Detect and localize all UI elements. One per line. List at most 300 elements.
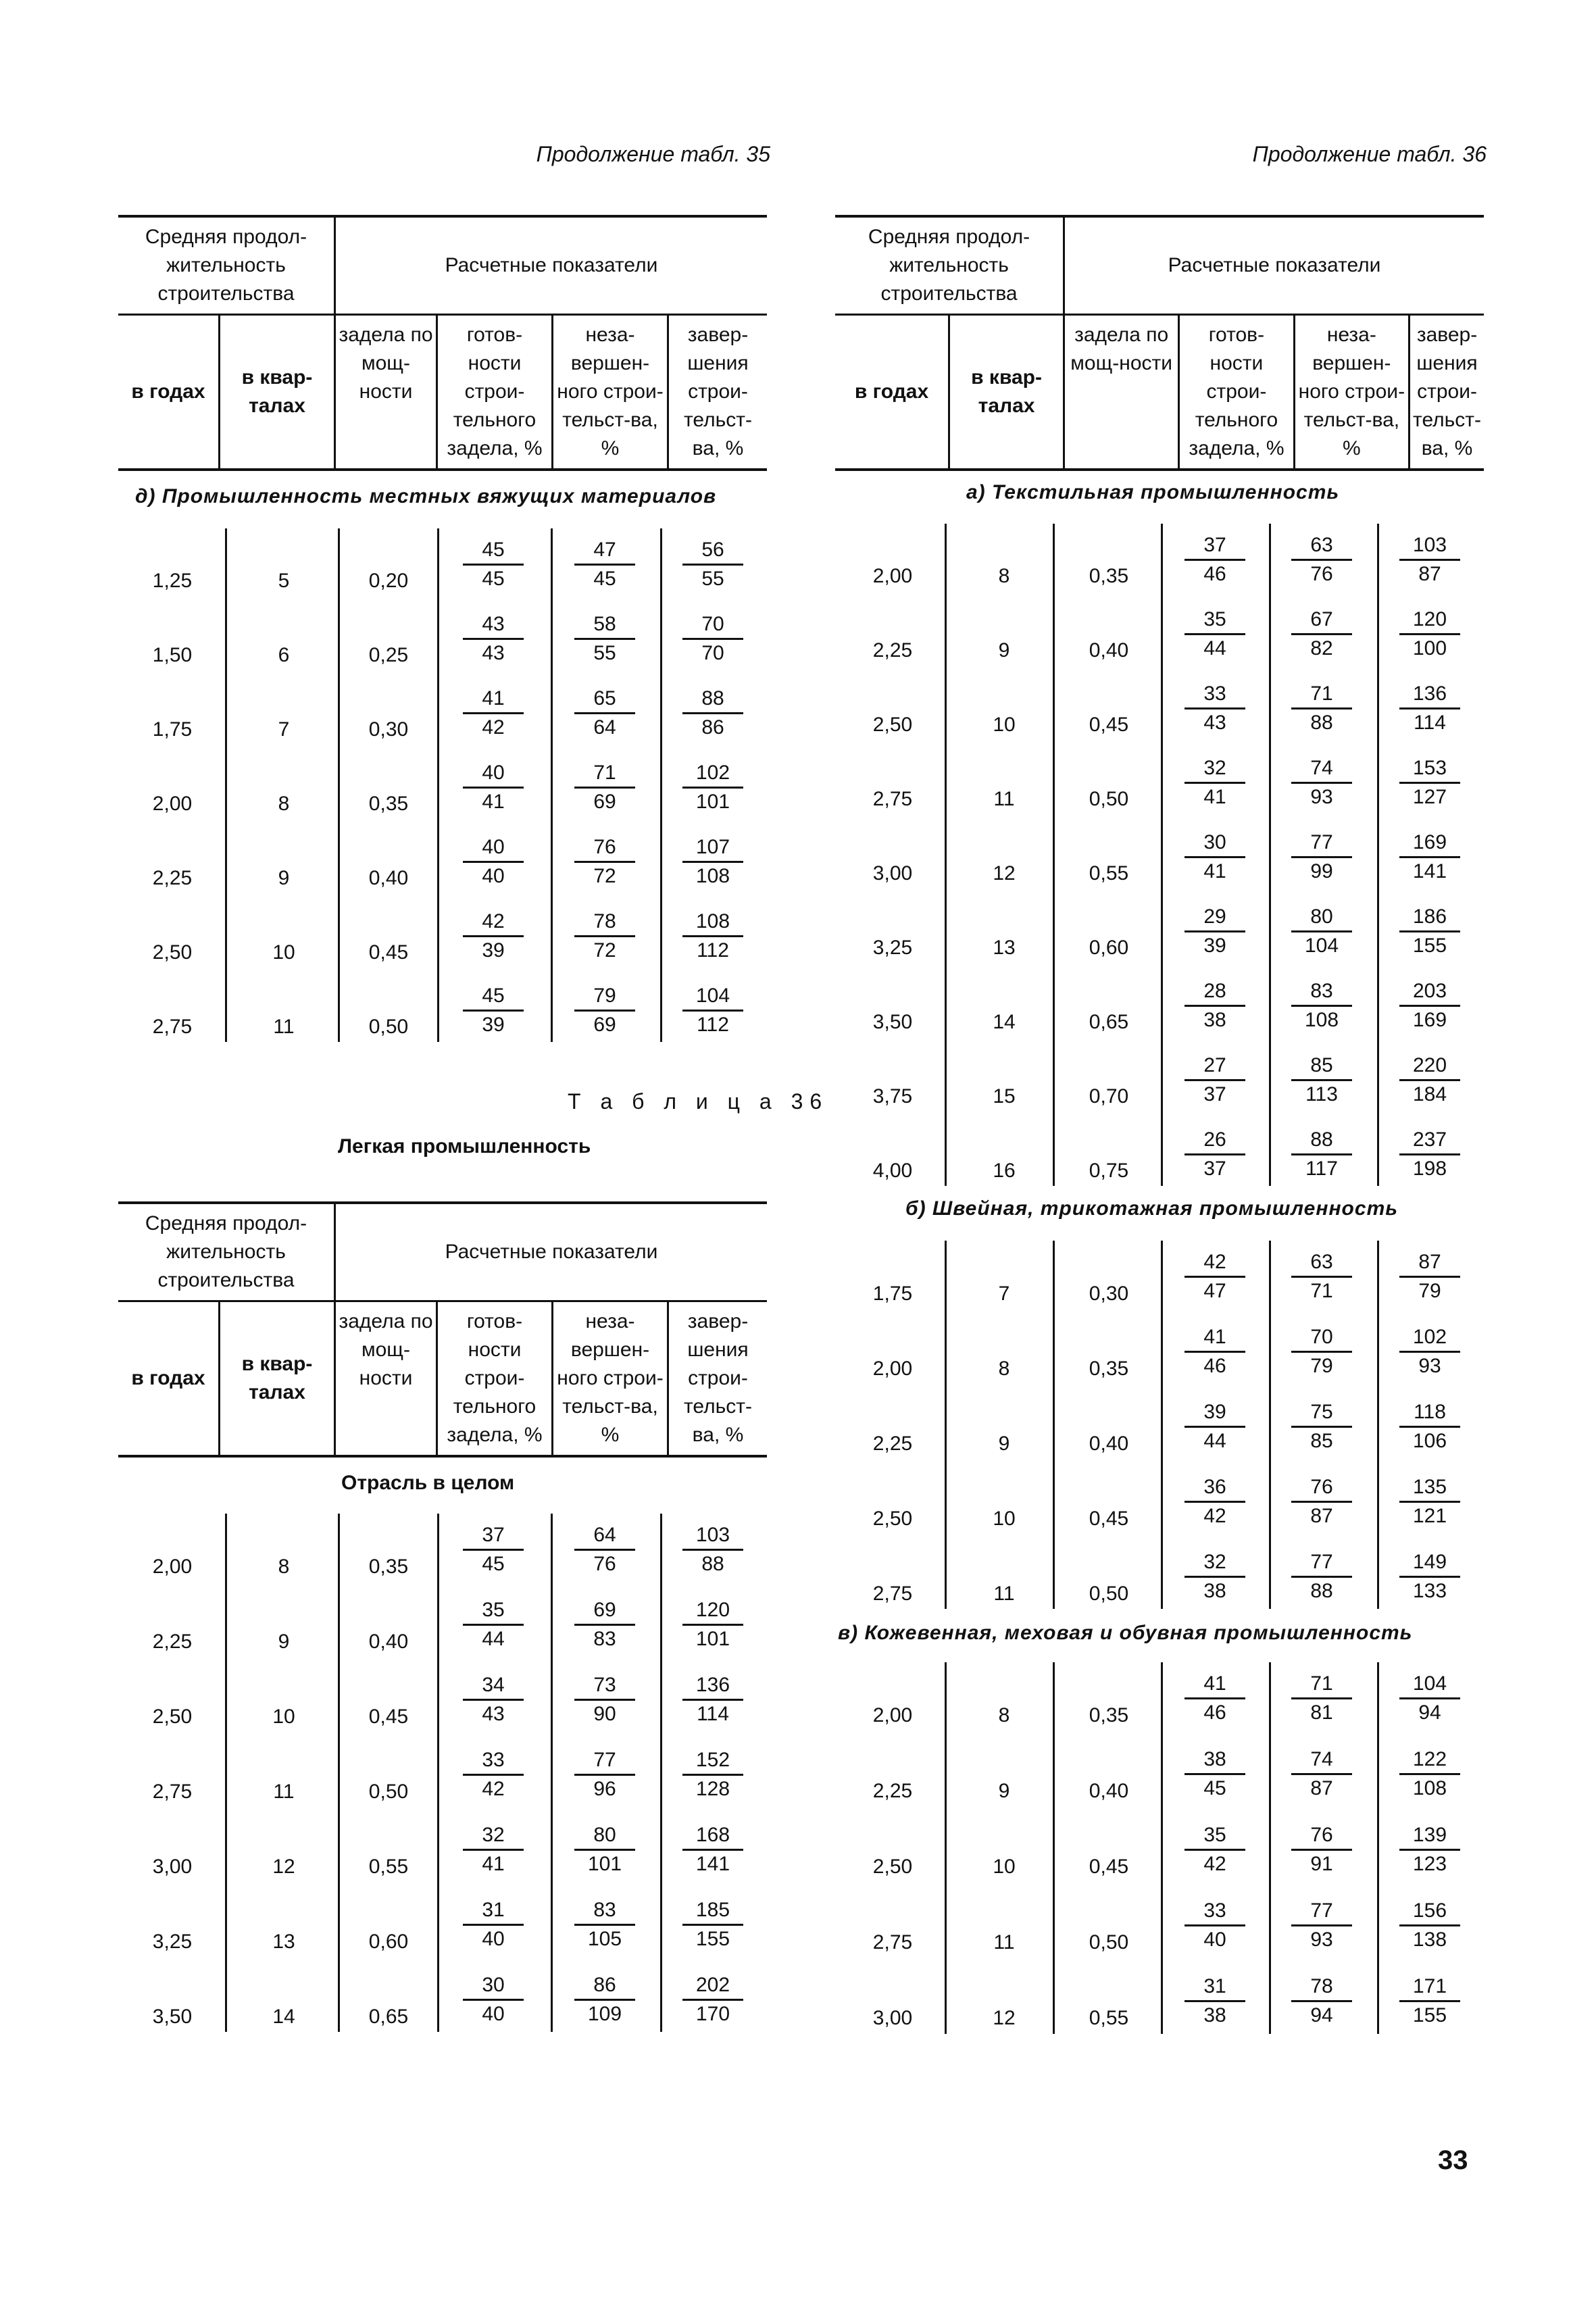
fraction-numerator: 45 bbox=[463, 982, 524, 1012]
fraction-denominator: 40 bbox=[482, 865, 505, 887]
fraction-numerator: 31 bbox=[1184, 1973, 1245, 2002]
fraction-denominator: 133 bbox=[1412, 1580, 1447, 1602]
completion-fraction bbox=[1399, 680, 1460, 737]
quarters-cell: 9 bbox=[998, 1780, 1010, 1802]
quarters-cell: 10 bbox=[993, 1507, 1016, 1530]
readiness-header: готов-ности строи-тельного задела, % bbox=[437, 1301, 553, 1457]
fraction-denominator: 94 bbox=[1418, 1701, 1441, 1724]
quarters-cell: 9 bbox=[998, 639, 1010, 662]
fraction-denominator: 91 bbox=[1310, 1853, 1333, 1875]
unfinished-fraction bbox=[574, 685, 635, 741]
fraction-denominator: 83 bbox=[593, 1628, 616, 1650]
completion-header: завер-шения строи-тельст-ва, % bbox=[1410, 315, 1484, 470]
rows-left-bottom bbox=[118, 1514, 767, 2027]
table-row bbox=[835, 1738, 1484, 1814]
years-cell: 2,00 bbox=[872, 1357, 913, 1380]
fraction-numerator: 78 bbox=[1291, 1973, 1352, 2002]
completion-fraction bbox=[1399, 1052, 1460, 1108]
capacity-cell: 0,45 bbox=[1089, 714, 1129, 736]
fraction-denominator: 141 bbox=[695, 1853, 730, 1875]
capacity-cell: 0,50 bbox=[1089, 1582, 1129, 1605]
fraction-denominator: 155 bbox=[1412, 2004, 1447, 2026]
unfinished-fraction bbox=[1291, 532, 1352, 588]
fraction-denominator: 198 bbox=[1412, 1158, 1447, 1180]
capacity-cell: 0,65 bbox=[1089, 1011, 1129, 1033]
fraction-denominator: 38 bbox=[1203, 2004, 1226, 2026]
years-header: в годах bbox=[835, 315, 949, 470]
completion-fraction bbox=[1399, 829, 1460, 885]
completion-fraction bbox=[682, 1972, 743, 2028]
fraction-denominator: 155 bbox=[695, 1928, 730, 1950]
completion-fraction bbox=[682, 908, 743, 964]
fraction-numerator: 33 bbox=[1184, 680, 1245, 710]
unfinished-fraction bbox=[1291, 1973, 1352, 2029]
fraction-denominator: 88 bbox=[1310, 712, 1333, 734]
fraction-denominator: 46 bbox=[1203, 1701, 1226, 1724]
section-left-bottom: Отрасль в целом bbox=[341, 1472, 515, 1494]
readiness-fraction bbox=[463, 760, 524, 816]
readiness-fraction bbox=[1184, 1399, 1245, 1455]
unfinished-fraction bbox=[574, 1972, 635, 2028]
fraction-denominator: 41 bbox=[482, 791, 505, 813]
fraction-denominator: 93 bbox=[1310, 786, 1333, 808]
readiness-fraction bbox=[1184, 1549, 1245, 1605]
unfinished-fraction bbox=[1291, 1249, 1352, 1305]
fraction-numerator: 43 bbox=[463, 611, 524, 640]
caption-left: Продолжение табл. 35 bbox=[536, 142, 770, 166]
quarters-cell: 12 bbox=[272, 1855, 295, 1878]
fraction-numerator: 65 bbox=[574, 685, 635, 714]
table-row bbox=[835, 1889, 1484, 1965]
fraction-denominator: 82 bbox=[1310, 637, 1333, 659]
fraction-numerator: 76 bbox=[1291, 1474, 1352, 1503]
fraction-denominator: 46 bbox=[1203, 563, 1226, 585]
fraction-denominator: 44 bbox=[1203, 1430, 1226, 1452]
table-row bbox=[118, 603, 767, 677]
readiness-fraction bbox=[1184, 1670, 1245, 1726]
unfinished-fraction bbox=[574, 1897, 635, 1953]
table-row bbox=[835, 1118, 1484, 1193]
fraction-denominator: 88 bbox=[1310, 1580, 1333, 1602]
fraction-denominator: 101 bbox=[587, 1853, 622, 1875]
years-cell: 2,75 bbox=[152, 1780, 193, 1803]
page-number: 33 bbox=[1438, 2145, 1468, 2175]
unfinished-fraction bbox=[574, 1672, 635, 1728]
section-right-c: в) Кожевенная, меховая и обувная промышленность bbox=[838, 1622, 1413, 1644]
fraction-denominator: 39 bbox=[482, 939, 505, 962]
table-header-left-bottom bbox=[118, 1201, 767, 1458]
fraction-numerator: 168 bbox=[682, 1822, 743, 1851]
table-row bbox=[835, 1541, 1484, 1616]
unfinished-fraction bbox=[574, 611, 635, 667]
years-cell: 2,50 bbox=[872, 714, 913, 736]
unfinished-fraction bbox=[1291, 1670, 1352, 1726]
indicators-header: Расчетные показатели bbox=[335, 216, 768, 315]
quarters-cell: 11 bbox=[993, 788, 1015, 810]
fraction-denominator: 138 bbox=[1412, 1928, 1447, 1951]
capacity-cell: 0,50 bbox=[368, 1016, 409, 1038]
table-row bbox=[835, 970, 1484, 1044]
fraction-numerator: 87 bbox=[1399, 1249, 1460, 1278]
fraction-denominator: 45 bbox=[1203, 1777, 1226, 1799]
table-row bbox=[118, 1964, 767, 2039]
readiness-fraction bbox=[463, 982, 524, 1039]
fraction-numerator: 88 bbox=[1291, 1126, 1352, 1155]
fraction-denominator: 81 bbox=[1310, 1701, 1333, 1724]
capacity-header: задела по мощ-ности bbox=[1064, 315, 1179, 470]
fraction-numerator: 120 bbox=[1399, 606, 1460, 635]
fraction-numerator: 35 bbox=[1184, 1822, 1245, 1851]
quarters-cell: 10 bbox=[272, 1705, 295, 1728]
readiness-fraction bbox=[463, 1522, 524, 1578]
capacity-cell: 0,55 bbox=[368, 1855, 409, 1878]
completion-fraction bbox=[682, 1897, 743, 1953]
fraction-numerator: 135 bbox=[1399, 1474, 1460, 1503]
fraction-denominator: 72 bbox=[593, 939, 616, 962]
table-row bbox=[835, 598, 1484, 672]
fraction-denominator: 99 bbox=[1310, 860, 1333, 882]
capacity-cell: 0,40 bbox=[1089, 1780, 1129, 1802]
unfinished-fraction bbox=[1291, 1822, 1352, 1878]
capacity-cell: 0,30 bbox=[368, 718, 409, 741]
completion-header: завер-шения строи-тельст-ва, % bbox=[668, 1301, 768, 1457]
readiness-fraction bbox=[1184, 532, 1245, 588]
table-header-right bbox=[835, 215, 1484, 471]
table-row bbox=[835, 1466, 1484, 1541]
capacity-cell: 0,35 bbox=[368, 793, 409, 815]
fraction-denominator: 42 bbox=[482, 1778, 505, 1800]
caption-right: Продолжение табл. 36 bbox=[1252, 142, 1487, 166]
quarters-cell: 12 bbox=[993, 862, 1016, 885]
fraction-denominator: 123 bbox=[1412, 1853, 1447, 1875]
fraction-numerator: 77 bbox=[1291, 1897, 1352, 1926]
fraction-numerator: 203 bbox=[1399, 978, 1460, 1007]
fraction-numerator: 107 bbox=[682, 834, 743, 863]
table-row bbox=[835, 1316, 1484, 1391]
completion-fraction bbox=[1399, 1126, 1460, 1183]
unfinished-fraction bbox=[1291, 1474, 1352, 1530]
fraction-denominator: 45 bbox=[482, 1553, 505, 1575]
fraction-denominator: 76 bbox=[593, 1553, 616, 1575]
fraction-numerator: 103 bbox=[1399, 532, 1460, 561]
fraction-denominator: 45 bbox=[482, 568, 505, 590]
quarters-header: в квар-талах bbox=[220, 315, 335, 470]
fraction-numerator: 67 bbox=[1291, 606, 1352, 635]
fraction-denominator: 109 bbox=[587, 2003, 622, 2025]
readiness-fraction bbox=[1184, 1973, 1245, 2029]
table-row bbox=[835, 1965, 1484, 2041]
fraction-numerator: 37 bbox=[1184, 532, 1245, 561]
fraction-denominator: 37 bbox=[1203, 1158, 1226, 1180]
quarters-cell: 8 bbox=[278, 1555, 290, 1578]
unfinished-fraction bbox=[574, 1822, 635, 1878]
fraction-numerator: 26 bbox=[1184, 1126, 1245, 1155]
years-cell: 1,25 bbox=[152, 570, 193, 592]
fraction-numerator: 152 bbox=[682, 1747, 743, 1776]
fraction-numerator: 28 bbox=[1184, 978, 1245, 1007]
fraction-numerator: 73 bbox=[574, 1672, 635, 1701]
fraction-denominator: 39 bbox=[482, 1014, 505, 1036]
fraction-numerator: 39 bbox=[1184, 1399, 1245, 1428]
readiness-fraction bbox=[1184, 606, 1245, 662]
rows-right-a bbox=[835, 524, 1484, 1199]
fraction-denominator: 170 bbox=[695, 2003, 730, 2025]
readiness-fraction bbox=[463, 1897, 524, 1953]
fraction-denominator: 101 bbox=[695, 791, 730, 813]
capacity-cell: 0,60 bbox=[368, 1930, 409, 1953]
fraction-denominator: 42 bbox=[1203, 1853, 1226, 1875]
fraction-denominator: 113 bbox=[1305, 1083, 1338, 1105]
table-row bbox=[835, 1391, 1484, 1466]
completion-fraction bbox=[1399, 1746, 1460, 1802]
completion-fraction bbox=[1399, 1897, 1460, 1953]
years-cell: 3,50 bbox=[872, 1011, 913, 1033]
fraction-numerator: 88 bbox=[682, 685, 743, 714]
fraction-numerator: 139 bbox=[1399, 1822, 1460, 1851]
fraction-numerator: 27 bbox=[1184, 1052, 1245, 1081]
capacity-cell: 0,60 bbox=[1089, 937, 1129, 959]
fraction-numerator: 33 bbox=[463, 1747, 524, 1776]
fraction-numerator: 76 bbox=[1291, 1822, 1352, 1851]
unfinished-header: неза-вершен-ного строи-тельст-ва, % bbox=[553, 1301, 668, 1457]
unfinished-fraction bbox=[1291, 903, 1352, 960]
quarters-cell: 15 bbox=[993, 1085, 1016, 1107]
fraction-numerator: 41 bbox=[1184, 1324, 1245, 1353]
fraction-numerator: 77 bbox=[574, 1747, 635, 1776]
table-row bbox=[835, 747, 1484, 821]
quarters-cell: 9 bbox=[998, 1432, 1010, 1455]
completion-fraction bbox=[682, 611, 743, 667]
fraction-numerator: 153 bbox=[1399, 755, 1460, 784]
quarters-cell: 5 bbox=[278, 570, 290, 592]
fraction-denominator: 79 bbox=[1418, 1280, 1441, 1302]
capacity-cell: 0,70 bbox=[1089, 1085, 1129, 1107]
capacity-cell: 0,35 bbox=[1089, 1704, 1129, 1726]
fraction-numerator: 58 bbox=[574, 611, 635, 640]
quarters-cell: 10 bbox=[993, 714, 1016, 736]
fraction-denominator: 43 bbox=[482, 642, 505, 664]
completion-fraction bbox=[682, 1747, 743, 1803]
fraction-numerator: 77 bbox=[1291, 829, 1352, 858]
unfinished-fraction bbox=[1291, 829, 1352, 885]
capacity-cell: 0,35 bbox=[1089, 565, 1129, 587]
fraction-numerator: 75 bbox=[1291, 1399, 1352, 1428]
capacity-cell: 0,40 bbox=[1089, 639, 1129, 662]
years-cell: 3,00 bbox=[872, 2007, 913, 2029]
readiness-fraction bbox=[463, 1747, 524, 1803]
fraction-denominator: 169 bbox=[1412, 1009, 1447, 1031]
unfinished-header: неза-вершен-ного строи-тельст-ва, % bbox=[1294, 315, 1409, 470]
fraction-numerator: 35 bbox=[463, 1597, 524, 1626]
unfinished-fraction bbox=[1291, 680, 1352, 737]
table-row bbox=[835, 821, 1484, 895]
fraction-numerator: 40 bbox=[463, 760, 524, 789]
fraction-denominator: 114 bbox=[1414, 712, 1446, 734]
quarters-header: в квар-талах bbox=[220, 1301, 335, 1457]
completion-fraction bbox=[1399, 1822, 1460, 1878]
fraction-numerator: 185 bbox=[682, 1897, 743, 1926]
fraction-denominator: 184 bbox=[1412, 1083, 1447, 1105]
capacity-cell: 0,40 bbox=[1089, 1432, 1129, 1455]
completion-fraction bbox=[682, 1597, 743, 1653]
fraction-denominator: 93 bbox=[1418, 1355, 1441, 1377]
years-cell: 2,25 bbox=[872, 1780, 913, 1802]
fraction-numerator: 76 bbox=[574, 834, 635, 863]
capacity-cell: 0,35 bbox=[368, 1555, 409, 1578]
fraction-numerator: 77 bbox=[1291, 1549, 1352, 1578]
fraction-denominator: 108 bbox=[1304, 1009, 1339, 1031]
rows-right-b bbox=[835, 1241, 1484, 1619]
fraction-denominator: 45 bbox=[593, 568, 616, 590]
fraction-numerator: 102 bbox=[1399, 1324, 1460, 1353]
indicators-header: Расчетные показатели bbox=[335, 1203, 768, 1301]
fraction-denominator: 100 bbox=[1412, 637, 1447, 659]
fraction-denominator: 55 bbox=[593, 642, 616, 664]
table-row bbox=[835, 1814, 1484, 1889]
fraction-numerator: 35 bbox=[1184, 606, 1245, 635]
capacity-cell: 0,30 bbox=[1089, 1282, 1129, 1305]
years-header: в годах bbox=[118, 315, 220, 470]
fraction-denominator: 90 bbox=[593, 1703, 616, 1725]
fraction-denominator: 155 bbox=[1412, 935, 1447, 957]
fraction-denominator: 93 bbox=[1310, 1928, 1333, 1951]
fraction-denominator: 112 bbox=[697, 1014, 729, 1036]
section-right-a: а) Текстильная промышленность bbox=[966, 481, 1340, 503]
fraction-numerator: 120 bbox=[682, 1597, 743, 1626]
unfinished-fraction bbox=[574, 908, 635, 964]
duration-header: Средняя продол-жительность строительства bbox=[118, 216, 335, 315]
quarters-cell: 11 bbox=[993, 1582, 1015, 1605]
unfinished-fraction bbox=[1291, 1897, 1352, 1953]
table-row bbox=[118, 1889, 767, 1964]
capacity-cell: 0,65 bbox=[368, 2005, 409, 2028]
table-row bbox=[118, 1514, 767, 1589]
table-36-label: Т а б л и ц а 36 bbox=[568, 1089, 829, 1114]
fraction-denominator: 76 bbox=[1310, 563, 1333, 585]
readiness-fraction bbox=[1184, 1897, 1245, 1953]
fraction-numerator: 136 bbox=[682, 1672, 743, 1701]
fraction-numerator: 86 bbox=[574, 1972, 635, 2001]
years-cell: 2,50 bbox=[152, 1705, 193, 1728]
fraction-denominator: 40 bbox=[482, 1928, 505, 1950]
table-row bbox=[118, 528, 767, 603]
fraction-numerator: 36 bbox=[1184, 1474, 1245, 1503]
fraction-numerator: 74 bbox=[1291, 755, 1352, 784]
fraction-denominator: 79 bbox=[1310, 1355, 1333, 1377]
fraction-numerator: 202 bbox=[682, 1972, 743, 2001]
table-row bbox=[835, 895, 1484, 970]
unfinished-fraction bbox=[1291, 755, 1352, 811]
fraction-denominator: 70 bbox=[701, 642, 724, 664]
section-left-top: д) Промышленность местных вяжущих материалов bbox=[135, 485, 717, 507]
indicators-header: Расчетные показатели bbox=[1064, 216, 1484, 315]
unfinished-fraction bbox=[1291, 1052, 1352, 1108]
unfinished-fraction bbox=[1291, 1549, 1352, 1605]
fraction-denominator: 87 bbox=[1310, 1505, 1333, 1527]
table-36-title: Легкая промышленность bbox=[338, 1135, 591, 1158]
years-cell: 3,75 bbox=[872, 1085, 913, 1107]
fraction-denominator: 85 bbox=[1310, 1430, 1333, 1452]
fraction-denominator: 69 bbox=[593, 791, 616, 813]
fraction-denominator: 39 bbox=[1203, 935, 1226, 957]
completion-fraction bbox=[682, 982, 743, 1039]
readiness-fraction bbox=[1184, 978, 1245, 1034]
fraction-numerator: 69 bbox=[574, 1597, 635, 1626]
completion-fraction bbox=[682, 760, 743, 816]
completion-fraction bbox=[1399, 903, 1460, 960]
table-row bbox=[835, 1241, 1484, 1316]
readiness-fraction bbox=[463, 1972, 524, 2028]
capacity-cell: 0,50 bbox=[368, 1780, 409, 1803]
years-cell: 2,25 bbox=[152, 1630, 193, 1653]
years-cell: 2,00 bbox=[152, 793, 193, 815]
fraction-denominator: 87 bbox=[1310, 1777, 1333, 1799]
fraction-numerator: 78 bbox=[574, 908, 635, 937]
years-cell: 4,00 bbox=[872, 1160, 913, 1182]
years-cell: 2,50 bbox=[152, 941, 193, 964]
readiness-fraction bbox=[1184, 755, 1245, 811]
quarters-cell: 13 bbox=[272, 1930, 295, 1953]
readiness-fraction bbox=[1184, 1324, 1245, 1380]
fraction-denominator: 128 bbox=[695, 1778, 730, 1800]
unfinished-fraction bbox=[574, 760, 635, 816]
fraction-numerator: 33 bbox=[1184, 1897, 1245, 1926]
table-row bbox=[835, 672, 1484, 747]
fraction-numerator: 42 bbox=[463, 908, 524, 937]
completion-fraction bbox=[1399, 1324, 1460, 1380]
fraction-denominator: 44 bbox=[482, 1628, 505, 1650]
capacity-cell: 0,50 bbox=[1089, 1931, 1129, 1953]
completion-fraction bbox=[682, 1522, 743, 1578]
readiness-fraction bbox=[1184, 903, 1245, 960]
unfinished-fraction bbox=[1291, 978, 1352, 1034]
years-cell: 1,75 bbox=[872, 1282, 913, 1305]
capacity-cell: 0,55 bbox=[1089, 862, 1129, 885]
completion-fraction bbox=[682, 1822, 743, 1878]
table-row bbox=[118, 900, 767, 974]
capacity-header: задела по мощ-ности bbox=[335, 1301, 437, 1457]
section-right-b: б) Швейная, трикотажная промышленность bbox=[905, 1197, 1399, 1220]
readiness-fraction bbox=[463, 685, 524, 741]
fraction-numerator: 149 bbox=[1399, 1549, 1460, 1578]
years-cell: 2,00 bbox=[872, 1704, 913, 1726]
years-cell: 3,50 bbox=[152, 2005, 193, 2028]
completion-fraction bbox=[682, 834, 743, 890]
fraction-numerator: 85 bbox=[1291, 1052, 1352, 1081]
fraction-denominator: 43 bbox=[482, 1703, 505, 1725]
years-cell: 2,50 bbox=[872, 1507, 913, 1530]
fraction-denominator: 41 bbox=[1203, 786, 1226, 808]
fraction-denominator: 117 bbox=[1305, 1158, 1338, 1180]
fraction-denominator: 72 bbox=[593, 865, 616, 887]
fraction-numerator: 32 bbox=[463, 1822, 524, 1851]
fraction-numerator: 74 bbox=[1291, 1746, 1352, 1775]
quarters-cell: 9 bbox=[278, 1630, 290, 1653]
capacity-cell: 0,45 bbox=[1089, 1856, 1129, 1878]
capacity-cell: 0,40 bbox=[368, 1630, 409, 1653]
fraction-numerator: 104 bbox=[1399, 1670, 1460, 1699]
fraction-denominator: 64 bbox=[593, 716, 616, 739]
fraction-numerator: 237 bbox=[1399, 1126, 1460, 1155]
table-row bbox=[118, 1664, 767, 1739]
fraction-denominator: 47 bbox=[1203, 1280, 1226, 1302]
years-cell: 3,00 bbox=[872, 862, 913, 885]
fraction-numerator: 37 bbox=[463, 1522, 524, 1551]
readiness-fraction bbox=[1184, 1249, 1245, 1305]
quarters-cell: 9 bbox=[278, 867, 290, 889]
quarters-cell: 8 bbox=[998, 1704, 1010, 1726]
fraction-numerator: 118 bbox=[1399, 1399, 1460, 1428]
